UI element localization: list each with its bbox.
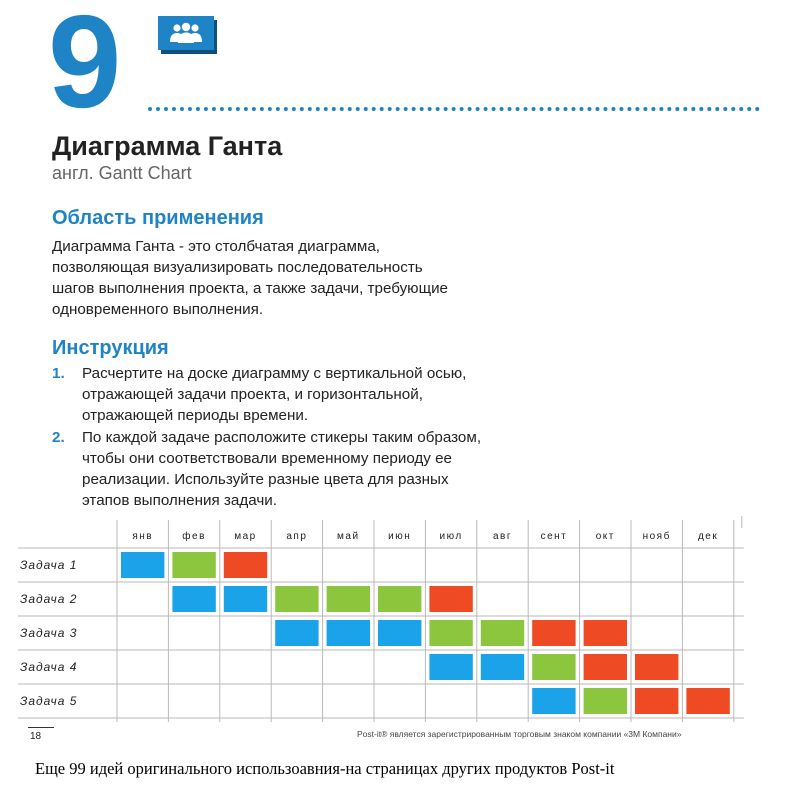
trademark-notice: Post-it® является зарегистрированным торговым знаком компании «3М Компани» <box>357 729 682 739</box>
task-label: Задача 3 <box>20 626 78 640</box>
sticky-note <box>481 620 524 646</box>
page-number: 18 <box>30 731 42 742</box>
month-label: июл <box>439 531 463 542</box>
month-label: сент <box>540 531 568 542</box>
month-label: дек <box>697 531 719 542</box>
month-label: окт <box>595 531 615 542</box>
sticky-note <box>378 586 421 612</box>
month-label: янв <box>132 531 154 542</box>
task-label: Задача 1 <box>20 558 78 572</box>
sticky-note <box>275 620 318 646</box>
scope-line: позволяющая визуализировать последовательность <box>52 259 423 276</box>
month-label: май <box>337 531 360 542</box>
sticky-note <box>584 688 627 714</box>
sticky-note <box>635 654 678 680</box>
step-line: Расчертите на доске диаграмму с вертикальной осью, <box>82 365 467 382</box>
step-number: 2. <box>52 429 65 446</box>
instruction-step-1 <box>52 363 612 426</box>
sticky-note <box>481 654 524 680</box>
step-number: 1. <box>52 365 65 382</box>
sticky-note <box>224 552 267 578</box>
sticky-note <box>327 586 370 612</box>
method-number: 9 <box>48 0 118 135</box>
sticky-note <box>429 586 472 612</box>
sticky-note <box>429 620 472 646</box>
month-label: апр <box>286 531 308 542</box>
month-label: авг <box>492 531 513 542</box>
sticky-note <box>378 620 421 646</box>
sticky-note <box>532 654 575 680</box>
page-subtitle: англ. Gantt Chart <box>52 163 192 183</box>
sticky-note <box>584 620 627 646</box>
sticky-note <box>172 552 215 578</box>
scope-line: одновременного выполнения. <box>52 301 264 318</box>
sticky-note <box>327 620 370 646</box>
task-label: Задача 4 <box>20 660 78 674</box>
sticky-note <box>172 586 215 612</box>
scope-paragraph <box>52 236 612 320</box>
sticky-note <box>584 654 627 680</box>
scope-line: Диаграмма Ганта - это столбчатая диаграмма, <box>52 238 381 255</box>
instruction-step-2 <box>52 427 612 511</box>
image-caption: Еще 99 идей оригинального использоавния-на страницах других продуктов Post-it <box>35 759 615 778</box>
sticky-note <box>224 586 267 612</box>
page-title: Диаграмма Ганта <box>52 131 283 161</box>
task-label: Задача 5 <box>20 694 78 708</box>
month-label: мар <box>234 531 257 542</box>
sticky-note <box>686 688 729 714</box>
step-line: реализации. Используйте разные цвета для разных <box>82 471 449 488</box>
sticky-note <box>635 688 678 714</box>
step-line: чтобы они соответствовали временному периоду ее <box>82 450 453 467</box>
step-line: По каждой задаче расположите стикеры таким образом, <box>82 429 482 446</box>
month-label: июн <box>388 531 412 542</box>
month-label: нояб <box>642 531 671 542</box>
instruction-heading: Инструкция <box>52 337 169 359</box>
scope-heading: Область применения <box>52 207 264 229</box>
sticky-note <box>121 552 164 578</box>
sticky-note <box>275 586 318 612</box>
dotted-divider <box>148 107 760 111</box>
sticky-note <box>532 620 575 646</box>
month-label: фев <box>182 531 206 542</box>
gantt-chart-board <box>0 512 800 722</box>
page-number-rule <box>28 727 54 728</box>
task-label: Задача 2 <box>20 592 78 606</box>
step-line: этапов выполнения задачи. <box>82 492 277 509</box>
step-line: отражающей задачи проекта, и горизонтальной, <box>82 386 423 403</box>
step-line: отражающей периоды времени. <box>82 407 309 424</box>
people-group-icon <box>158 16 214 50</box>
scope-line: шагов выполнения проекта, а также задачи, требующие <box>52 280 448 297</box>
sticky-note <box>429 654 472 680</box>
sticky-note <box>532 688 575 714</box>
